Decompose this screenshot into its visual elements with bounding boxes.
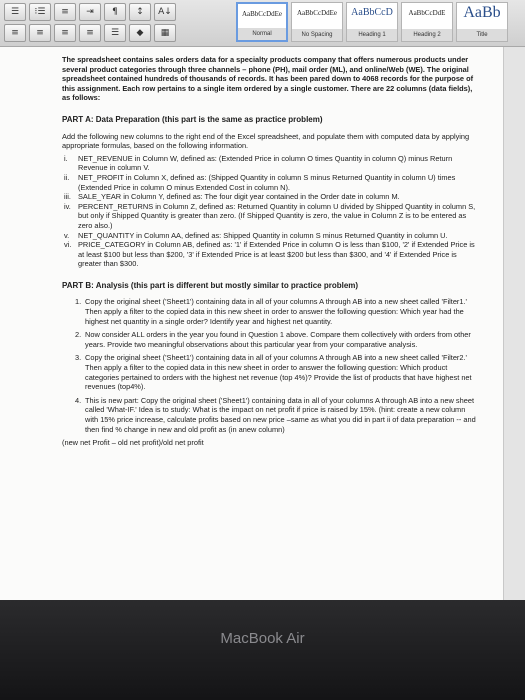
list-item bbox=[62, 353, 480, 391]
part-a-lead: Add the following new columns to the right end of the Excel spreadsheet, and populate them with computed data by applying appropriate formulas, based on the following information. bbox=[62, 131, 470, 151]
item-number: vi. bbox=[64, 240, 72, 250]
part-a-heading: PART A: Data Preparation (this part is the same as practice problem) bbox=[62, 114, 323, 124]
list-item bbox=[64, 201, 480, 231]
spacing-icon[interactable]: ☰ bbox=[104, 24, 126, 42]
item-number: iv. bbox=[64, 201, 71, 211]
style-sample: AaBbCcD bbox=[351, 7, 393, 18]
indent-icon[interactable]: ⇥ bbox=[79, 3, 101, 21]
intro-paragraph: The spreadsheet contains sales orders data for a specialty products company that offers numerous products under several product categories through three channels – phone (PH), mail order (ML), and online/Web (WE). The original spreadsheet contained hundreds of thousands of records. It has been pared down to 4068 records for the purpose of this assignment. Each row pertains to a single item ordered by a single customer. There are 22 columns (data fields), as follows: bbox=[62, 55, 474, 103]
style-sample: AaBbCcDdEe bbox=[296, 9, 338, 17]
align-right-icon[interactable]: ≡ bbox=[54, 24, 76, 42]
style-caption: Title bbox=[457, 29, 507, 41]
styles-gallery bbox=[236, 2, 508, 42]
item-number: i. bbox=[64, 153, 68, 163]
item-text: Copy the original sheet ('Sheet1') containing data in all of your columns A through AB into a new sheet called 'Filter2.' Then apply a filter to the copied data in this new sheet in order to answer the following question: Which product categories pertained to orders with the highest net revenue (top 4%)? Provide the list of products that have highest net revenues (top4%). bbox=[85, 353, 472, 392]
borders-icon[interactable]: ▦ bbox=[154, 24, 176, 42]
list-item bbox=[62, 396, 480, 434]
list-item bbox=[64, 172, 480, 192]
numbering-icon[interactable]: ⁝☰ bbox=[29, 3, 51, 21]
item-number: 1. bbox=[75, 297, 82, 307]
item-text: Copy the original sheet ('Sheet1') containing data in all of your columns A through AB into a new sheet called 'Filter1.' Then apply a filter to the copied data in this new sheet in order to answer the following question: Which year had the highest net quantity in a single order? Identify year and highest net quantity. bbox=[85, 297, 467, 326]
align-left-icon[interactable]: ≡ bbox=[4, 24, 26, 42]
item-text: Now consider ALL orders in the year you found in Question 1 above. Compare them collectively with orders from other years. Provide two meaningful observations about this particular year from your comparative analysis. bbox=[85, 330, 471, 349]
item-number: v. bbox=[64, 230, 70, 240]
item-text: This is new part: Copy the original sheet ('Sheet1') containing data in all of your columns A through AB into a new sheet called 'What-IF.' Idea is to study: What is the impact on net profit if price is raised by 15%. (hint: create a new column with 15% price increase, calculate profits based on new price –same as what you did in part ii of data preparation -- and then find % change in new and old profit as (in anew column) bbox=[85, 395, 476, 434]
item-text: NET_QUANTITY in Column AA, defined as: Shipped Quantity in column S minus Returned Quantity in column U. bbox=[78, 230, 448, 240]
style-normal[interactable] bbox=[236, 2, 288, 42]
style-caption: Normal bbox=[238, 28, 286, 40]
item-number: 4. bbox=[75, 395, 82, 405]
list-item bbox=[64, 153, 480, 173]
list-item bbox=[62, 330, 480, 349]
item-number: iii. bbox=[64, 192, 71, 202]
style-sample: AaBb bbox=[463, 4, 501, 21]
toolbar-row-paragraph bbox=[4, 3, 176, 21]
part-b-list bbox=[62, 297, 480, 434]
scrollbar[interactable] bbox=[503, 47, 525, 600]
multilevel-list-icon[interactable]: ≡ bbox=[54, 3, 76, 21]
style-title[interactable] bbox=[456, 2, 508, 42]
list-item bbox=[62, 297, 480, 326]
formula-note: (new net Profit – old net profit)/old net profit bbox=[62, 438, 204, 448]
item-number: ii. bbox=[64, 172, 70, 182]
style-sample: AaBbCcDdE bbox=[408, 9, 446, 17]
laptop-bezel bbox=[0, 600, 525, 700]
item-text: NET_REVENUE in Column W, defined as: (Extended Price in column O times Quantity in column Q) minus Return Revenue in column V. bbox=[78, 153, 453, 173]
justify-icon[interactable]: ≡ bbox=[79, 24, 101, 42]
style-heading-1[interactable] bbox=[346, 2, 398, 42]
style-caption: No Spacing bbox=[292, 29, 342, 41]
align-center-icon[interactable]: ≡ bbox=[29, 24, 51, 42]
pilcrow-icon[interactable]: ¶ bbox=[104, 3, 126, 21]
shading-icon[interactable]: ◆ bbox=[129, 24, 151, 42]
style-caption: Heading 1 bbox=[347, 29, 397, 41]
document-body[interactable] bbox=[62, 55, 480, 448]
item-text: SALE_YEAR in Column Y, defined as: The four digit year contained in the Order date in column M. bbox=[78, 192, 400, 202]
line-spacing-icon[interactable]: ↕ bbox=[129, 3, 151, 21]
item-text: PERCENT_RETURNS in Column Z, defined as: Returned Quantity in column U divided by Shipped Quantity in column S, but only if Shipped Quantity is greater than zero. (If Shipped Quantity is zero, the value in Column Z is to be entered as zero also.) bbox=[78, 201, 476, 230]
spacer bbox=[62, 269, 480, 281]
list-item bbox=[64, 230, 480, 241]
brand-label: MacBook Air bbox=[220, 630, 305, 647]
bullets-icon[interactable]: ☰ bbox=[4, 3, 26, 21]
list-item bbox=[64, 240, 480, 269]
style-caption: Heading 2 bbox=[402, 29, 452, 41]
part-b-heading: PART B: Analysis (this part is different but mostly similar to practice problem) bbox=[62, 280, 359, 290]
part-a-list bbox=[62, 154, 480, 269]
toolbar-row-align bbox=[4, 24, 176, 42]
item-number: 2. bbox=[75, 330, 82, 340]
style-no-spacing[interactable] bbox=[291, 2, 343, 42]
list-item bbox=[64, 192, 480, 202]
ribbon-toolbar bbox=[0, 0, 525, 47]
document-page[interactable] bbox=[0, 47, 525, 600]
item-number: 3. bbox=[75, 353, 82, 363]
item-text: NET_PROFIT in Column X, defined as: (Shipped Quantity in column S minus Returned Quantity in column U) times (Extended Price in column O minus Extended Cost in column N). bbox=[78, 172, 456, 192]
item-text: PRICE_CATEGORY in Column AB, defined as: '1' if Extended Price in column O is less than $100, '2' if Extended Price is at least $100 but less than $200, '3' if Extended Price is at least $200 but less than $300, and '4' if Extended Price is greater than $300. bbox=[78, 240, 475, 269]
style-sample: AaBbCcDdEe bbox=[241, 10, 283, 18]
sort-icon[interactable]: A↓ bbox=[154, 3, 176, 21]
style-heading-2[interactable] bbox=[401, 2, 453, 42]
